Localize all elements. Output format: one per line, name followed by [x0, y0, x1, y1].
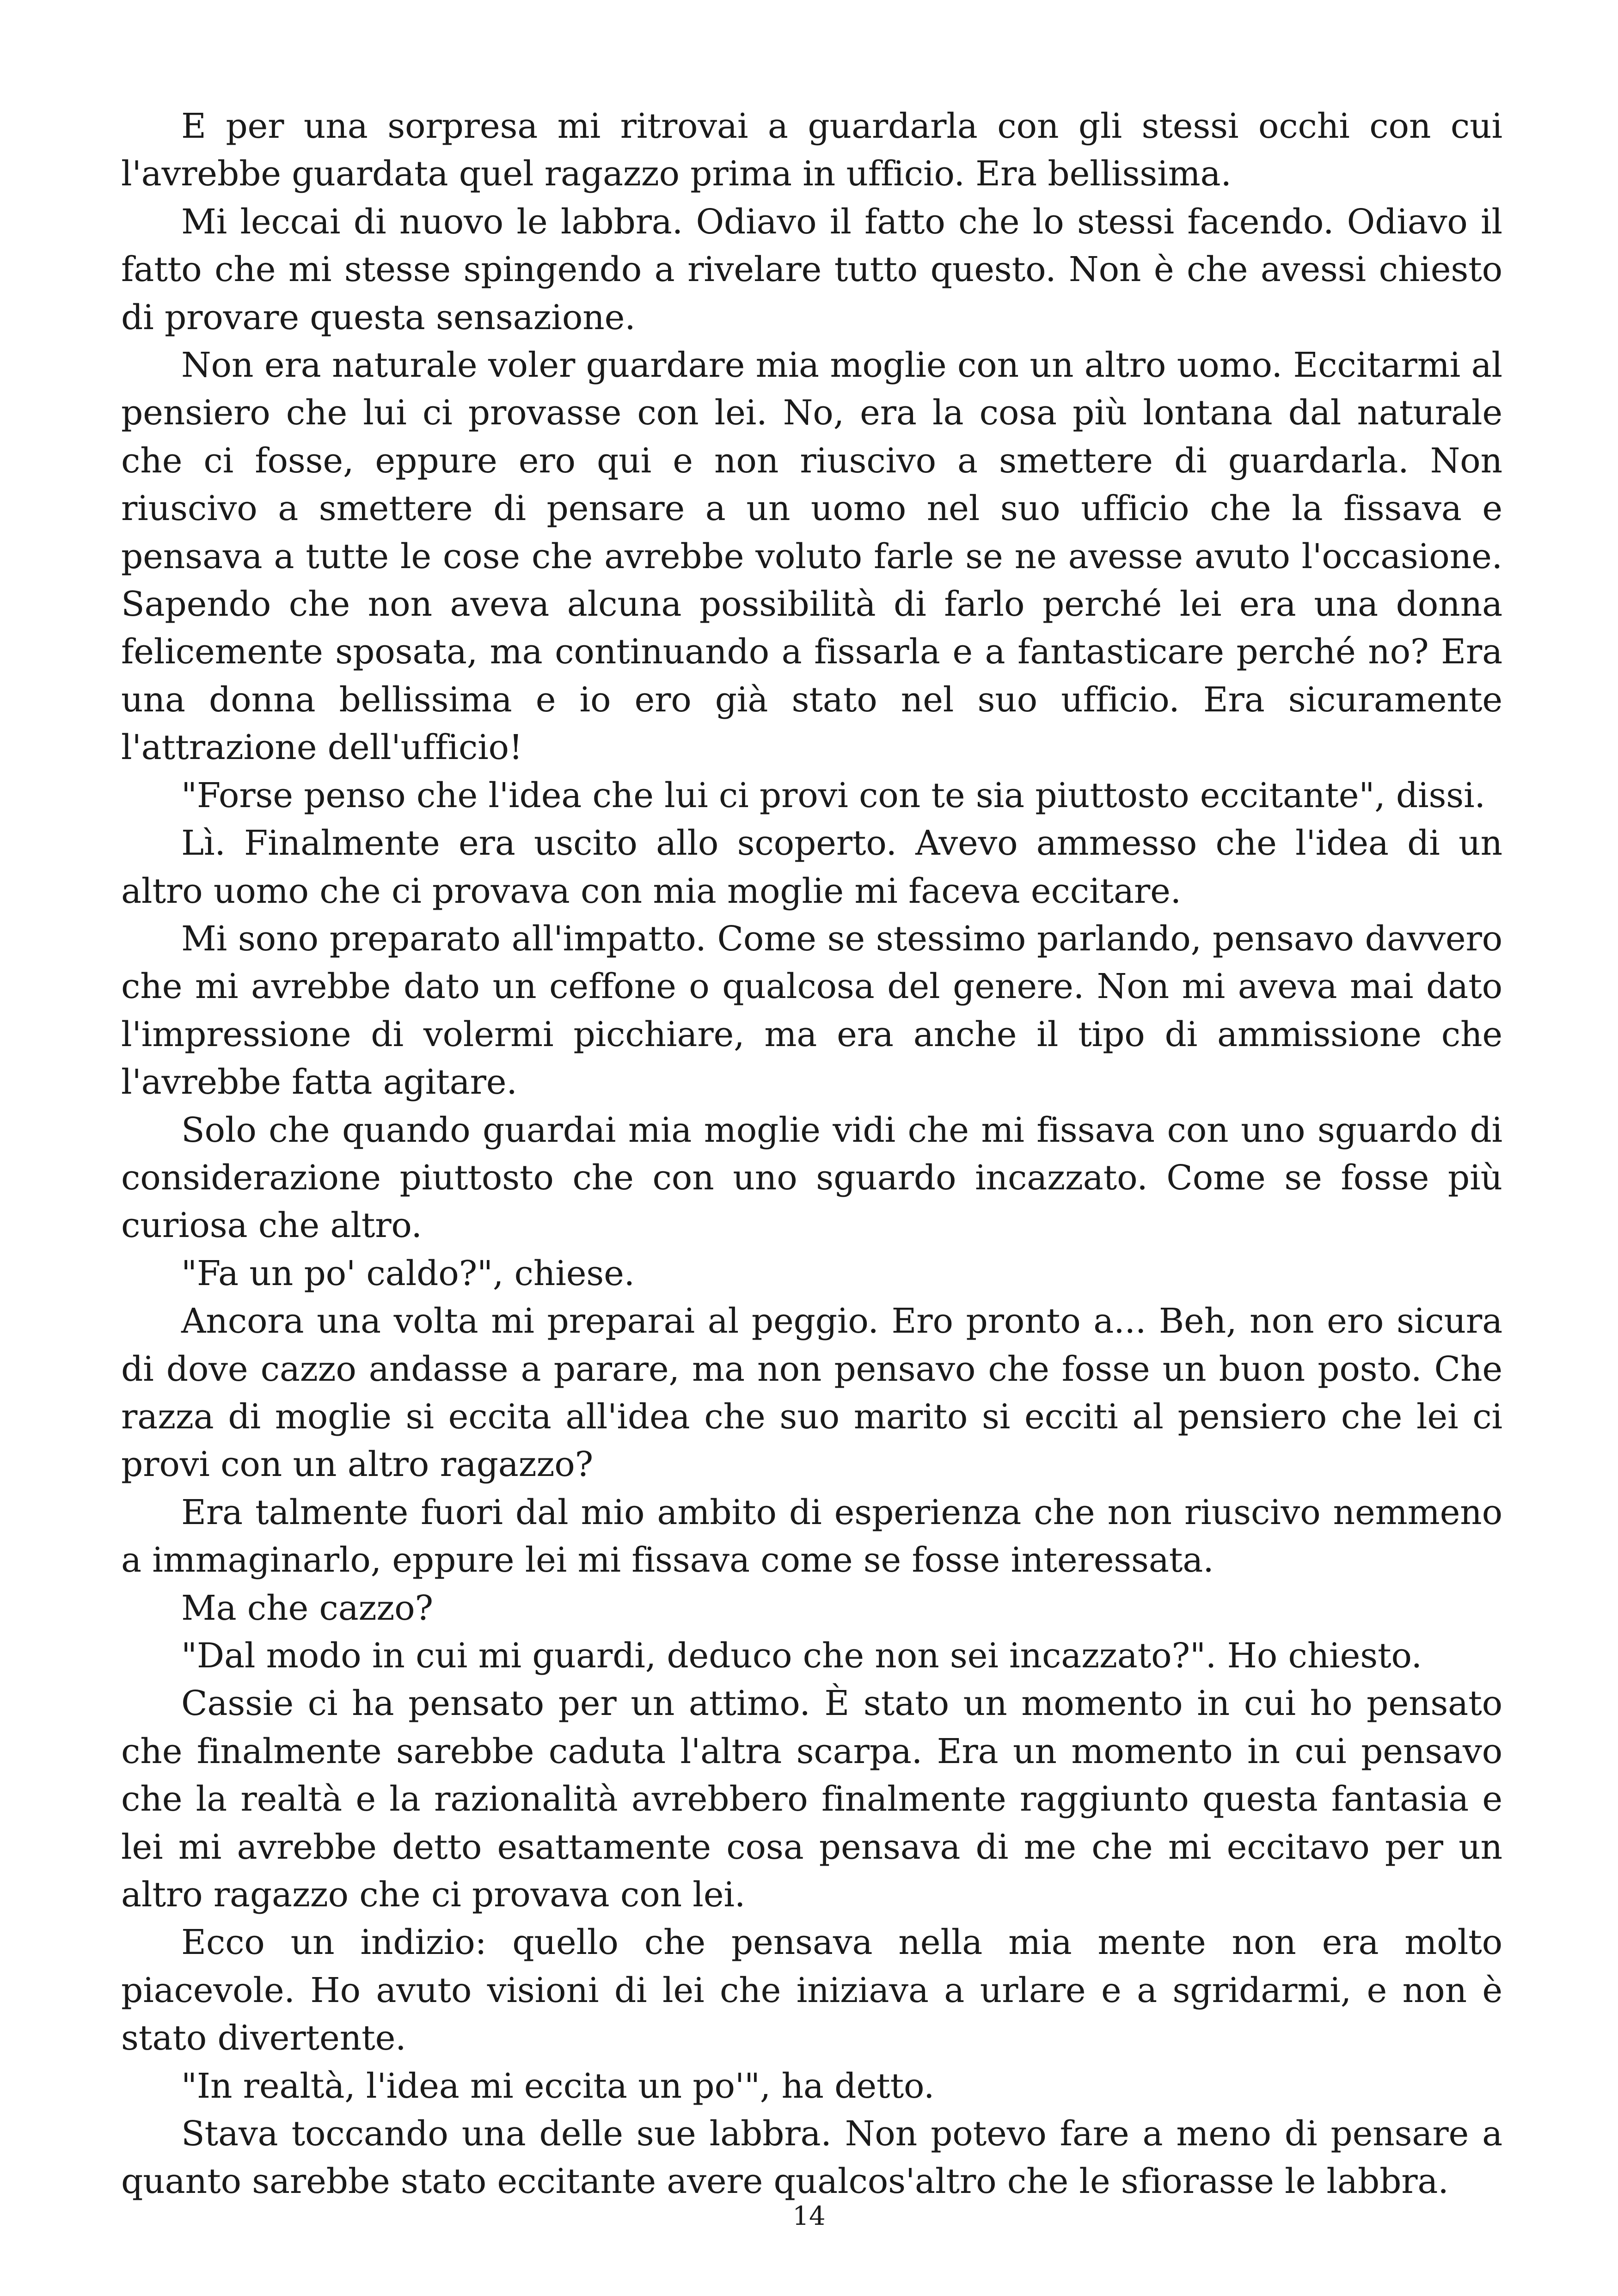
paragraph-7: Solo che quando guardai mia moglie vidi che mi fissava con uno sguardo di considerazione piuttosto che con uno sguardo incazzato. Come se fosse più curiosa che altro.	[121, 1110, 1502, 1246]
paragraph-12: "Dal modo in cui mi guardi, deduco che non sei incazzato?". Ho chiesto.	[181, 1636, 1422, 1676]
paragraph-5: Lì. Finalmente era uscito allo scoperto. Avevo ammesso che l'idea di un altro uomo che ci provava con mia moglie mi faceva eccitare.	[121, 823, 1502, 911]
paragraph-15: "In realtà, l'idea mi eccita un po'", ha detto.	[181, 2066, 935, 2106]
paragraph-1: E per una sorpresa mi ritrovai a guardarla con gli stessi occhi con cui l'avrebbe guardata quel ragazzo prima in ufficio. Era bellissima.	[121, 106, 1502, 194]
page-number: 14	[792, 2201, 826, 2231]
page-body	[121, 103, 1502, 2202]
paragraph-8: "Fa un po' caldo?", chiese.	[181, 1253, 635, 1293]
paragraph-9: Ancora una volta mi preparai al peggio. Ero pronto a... Beh, non ero sicura di dove cazzo andasse a parare, ma non pensavo che fosse un buon posto. Che razza di moglie si eccita all'idea che suo marito si ecciti al pensiero che lei ci provi con un altro ragazzo?	[121, 1301, 1502, 1485]
paragraph-11: Ma che cazzo?	[181, 1588, 433, 1628]
paragraph-14: Ecco un indizio: quello che pensava nella mia mente non era molto piacevole. Ho avuto visioni di lei che iniziava a urlare e a sgridarmi, e non è stato divertente.	[121, 1923, 1502, 2058]
paragraph-10: Era talmente fuori dal mio ambito di esperienza che non riuscivo nemmeno a immaginarlo, eppure lei mi fissava come se fosse interessata.	[121, 1492, 1502, 1580]
paragraph-2: Mi leccai di nuovo le labbra. Odiavo il fatto che lo stessi facendo. Odiavo il fatto che mi stesse spingendo a rivelare tutto questo. Non è che avessi chiesto di provare questa sensazione.	[121, 202, 1502, 337]
paragraph-4: "Forse penso che l'idea che lui ci provi con te sia piuttosto eccitante", dissi.	[181, 775, 1485, 815]
paragraph-3: Non era naturale voler guardare mia moglie con un altro uomo. Eccitarmi al pensiero che lui ci provasse con lei. No, era la cosa più lontana dal naturale che ci fosse, eppure ero qui e non riuscivo a smettere di guardarla. Non riuscivo a smettere di pensare a un uomo nel suo ufficio che la fissava e pensava a tutte le cose che avrebbe voluto farle se ne avesse avuto l'occasione. Sapendo che non aveva alcuna possibilità di farlo perché lei era una donna felicemente sposata, ma continuando a fissarla e a fantasticare perché no? Era una donna bellissima e io ero già stato nel suo ufficio. Era sicuramente l'attrazione dell'ufficio!	[121, 345, 1502, 768]
paragraph-16: Stava toccando una delle sue labbra. Non potevo fare a meno di pensare a quanto sarebbe stato eccitante avere qualcos'altro che le sfiorasse le labbra.	[121, 2114, 1502, 2202]
paragraph-13: Cassie ci ha pensato per un attimo. È stato un momento in cui ho pensato che finalmente sarebbe caduta l'altra scarpa. Era un momento in cui pensavo che la realtà e la razionalità avrebbero finalmente raggiunto questa fantasia e lei mi avrebbe detto esattamente cosa pensava di me che mi eccitavo per un altro ragazzo che ci provava con lei.	[121, 1684, 1502, 1915]
paragraph-6: Mi sono preparato all'impatto. Come se stessimo parlando, pensavo davvero che mi avrebbe dato un ceffone o qualcosa del genere. Non mi aveva mai dato l'impressione di volermi picchiare, ma era anche il tipo di ammissione che l'avrebbe fatta agitare.	[121, 918, 1502, 1102]
